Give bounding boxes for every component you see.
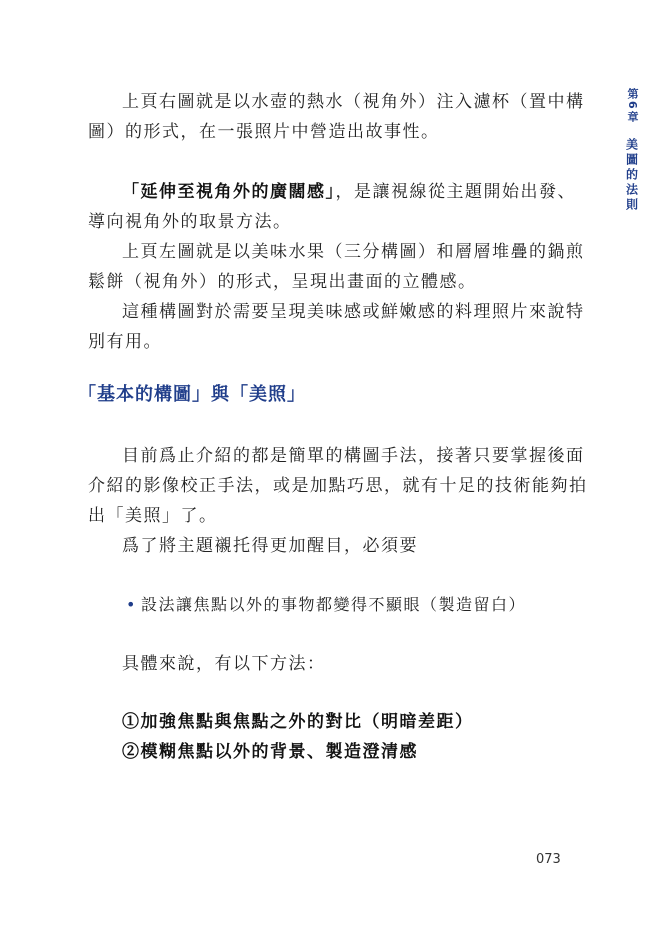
paragraph-2-rest: ，是讓視線從主題開始出發、 [335, 182, 576, 202]
paragraph-4-line-2: 別有用。 [88, 332, 162, 352]
paragraph-4-line-1: 這種構圖對於需要呈現美味感或鮮嫩感的料理照片來說特 [122, 302, 585, 322]
paragraph-3-line-2: 鬆餅（視角外）的形式，呈現出畫面的立體感。 [88, 272, 477, 292]
chapter-sidebar [618, 88, 646, 213]
bullet-marker: • [126, 595, 137, 614]
chapter-label: 第6章 [626, 88, 639, 124]
paragraph-6-line-1: 爲了將主題襯托得更加醒目，必須要 [122, 536, 418, 556]
bullet-text: 設法讓焦點以外的事物都變得不顯眼（製造留白） [140, 595, 526, 614]
paragraph-1-line-1: 上頁右圖就是以水壺的熱水（視角外）注入濾杯（置中構 [122, 92, 585, 112]
bullet-item [126, 592, 526, 615]
paragraph-3-line-1: 上頁左圖就是以美味水果（三分構圖）和層層堆疊的鍋煎 [122, 242, 585, 262]
paragraph-2-line-1 [88, 177, 576, 207]
method-item-1: ①加強焦點與焦點之外的對比（明暗差距） [122, 712, 474, 732]
chapter-title: 美圖的法則 [624, 137, 639, 213]
paragraph-5-line-3: 出「美照」了。 [88, 506, 218, 526]
section-heading: 「基本的構圖」與「美照」 [78, 384, 306, 405]
paragraph-1-line-2: 圖）的形式，在一張照片中營造出故事性。 [88, 122, 440, 142]
concrete-methods-intro: 具體來說，有以下方法： [122, 654, 326, 674]
paragraph-2-line-2: 導向視角外的取景方法。 [88, 212, 292, 232]
page-number: 073 [536, 852, 561, 867]
emphasis-phrase: 「延伸至視角外的廣闊感」 [122, 182, 336, 202]
paragraph-5-line-2: 介紹的影像校正手法，或是加點巧思，就有十足的技術能夠拍 [88, 476, 588, 496]
paragraph-5-line-1: 目前爲止介紹的都是簡單的構圖手法，接著只要掌握後面 [122, 446, 585, 466]
method-item-2: ②模糊焦點以外的背景、製造澄清感 [122, 742, 418, 762]
